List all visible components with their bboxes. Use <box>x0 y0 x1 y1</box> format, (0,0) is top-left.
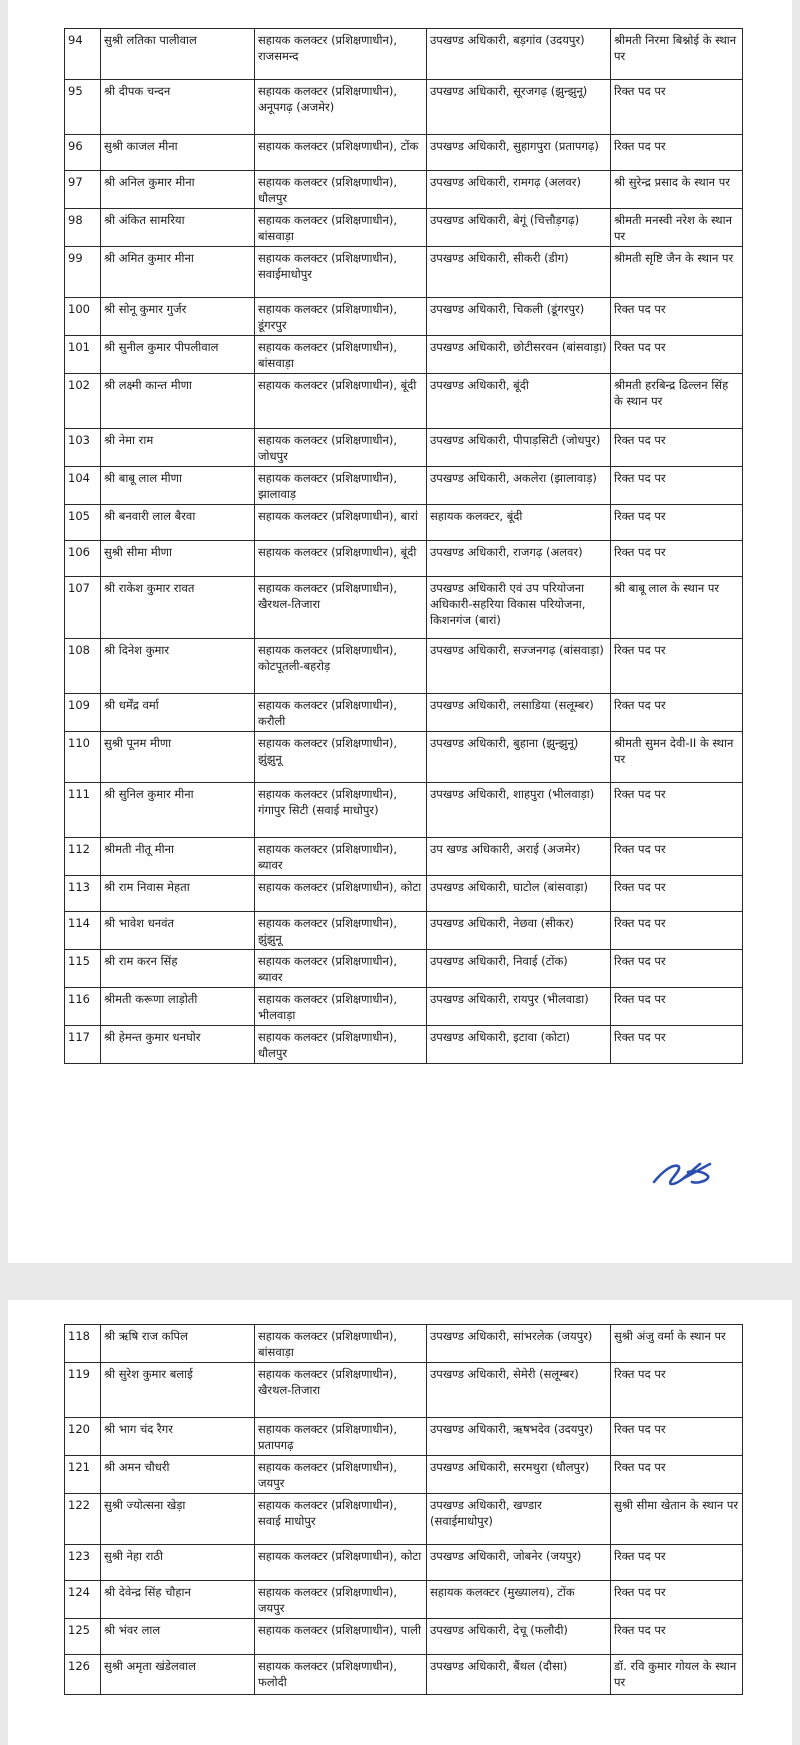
current-posting-cell: सहायक कलक्टर (प्रशिक्षणाधीन), ब्यावर <box>255 950 427 988</box>
officer-name-cell: श्री राम करन सिंह <box>101 950 255 988</box>
serial-number-cell: 107 <box>65 577 101 639</box>
serial-number-cell: 105 <box>65 505 101 541</box>
remark-cell: रिक्त पद पर <box>611 912 743 950</box>
new-posting-cell: उपखण्ड अधिकारी, बैंथल (दौसा) <box>427 1655 611 1695</box>
remark-cell: रिक्त पद पर <box>611 838 743 876</box>
officer-name-cell: श्री बनवारी लाल बैरवा <box>101 505 255 541</box>
officer-name-cell: श्री नेमा राम <box>101 429 255 467</box>
serial-number-cell: 121 <box>65 1456 101 1494</box>
remark-cell: डॉ. रवि कुमार गोयल के स्थान पर <box>611 1655 743 1695</box>
remark-cell: श्रीमती सृष्टि जैन के स्थान पर <box>611 247 743 298</box>
current-posting-cell: सहायक कलक्टर (प्रशिक्षणाधीन), कोटपूतली-बहरोड़ <box>255 639 427 694</box>
table-row <box>65 29 743 80</box>
new-posting-cell: उपखण्ड अधिकारी, घाटोल (बांसवाड़ा) <box>427 876 611 912</box>
officer-name-cell: श्री राम निवास मेहता <box>101 876 255 912</box>
current-posting-cell: सहायक कलक्टर (प्रशिक्षणाधीन), झालावाड़ <box>255 467 427 505</box>
new-posting-cell: उपखण्ड अधिकारी, बूंदी <box>427 374 611 429</box>
serial-number-cell: 103 <box>65 429 101 467</box>
officer-name-cell: सुश्री काजल मीना <box>101 135 255 171</box>
officer-name-cell: श्री दिनेश कुमार <box>101 639 255 694</box>
remark-cell: श्रीमती मनस्वी नरेश के स्थान पर <box>611 209 743 247</box>
new-posting-cell: उपखण्ड अधिकारी, लसाडिया (सलूम्बर) <box>427 694 611 732</box>
table-row <box>65 135 743 171</box>
serial-number-cell: 113 <box>65 876 101 912</box>
new-posting-cell: उप खण्ड अधिकारी, अराई (अजमेर) <box>427 838 611 876</box>
officer-name-cell: श्री बाबू लाल मीणा <box>101 467 255 505</box>
remark-cell: रिक्त पद पर <box>611 783 743 838</box>
officer-name-cell: सुश्री ज्योत्सना खेड़ा <box>101 1494 255 1545</box>
table-row <box>65 171 743 209</box>
table-row <box>65 1581 743 1619</box>
table-row <box>65 247 743 298</box>
serial-number-cell: 123 <box>65 1545 101 1581</box>
table-row <box>65 505 743 541</box>
table-row <box>65 374 743 429</box>
serial-number-cell: 109 <box>65 694 101 732</box>
serial-number-cell: 97 <box>65 171 101 209</box>
officer-name-cell: श्री भावेश धनवंत <box>101 912 255 950</box>
remark-cell: रिक्त पद पर <box>611 541 743 577</box>
remark-cell: रिक्त पद पर <box>611 467 743 505</box>
current-posting-cell: सहायक कलक्टर (प्रशिक्षणाधीन), पाली <box>255 1619 427 1655</box>
new-posting-cell: उपखण्ड अधिकारी, बड़गांव (उदयपुर) <box>427 29 611 80</box>
current-posting-cell: सहायक कलक्टर (प्रशिक्षणाधीन), डूंगरपुर <box>255 298 427 336</box>
remark-cell: रिक्त पद पर <box>611 1456 743 1494</box>
serial-number-cell: 114 <box>65 912 101 950</box>
remark-cell: रिक्त पद पर <box>611 639 743 694</box>
table-row <box>65 1325 743 1363</box>
new-posting-cell: उपखण्ड अधिकारी, सांभरलेक (जयपुर) <box>427 1325 611 1363</box>
remark-cell: श्रीमती सुमन देवी-II के स्थान पर <box>611 732 743 783</box>
current-posting-cell: सहायक कलक्टर (प्रशिक्षणाधीन), बांसवाड़ा <box>255 209 427 247</box>
serial-number-cell: 124 <box>65 1581 101 1619</box>
serial-number-cell: 99 <box>65 247 101 298</box>
current-posting-cell: सहायक कलक्टर (प्रशिक्षणाधीन), बांसवाड़ा <box>255 336 427 374</box>
new-posting-cell: उपखण्ड अधिकारी, निवाई (टोंक) <box>427 950 611 988</box>
new-posting-cell: उपखण्ड अधिकारी, बेगूं (चित्तौड़गढ़) <box>427 209 611 247</box>
current-posting-cell: सहायक कलक्टर (प्रशिक्षणाधीन), झुंझुनू <box>255 912 427 950</box>
current-posting-cell: सहायक कलक्टर (प्रशिक्षणाधीन), ब्यावर <box>255 838 427 876</box>
table-row <box>65 209 743 247</box>
current-posting-cell: सहायक कलक्टर (प्रशिक्षणाधीन), बूंदी <box>255 541 427 577</box>
new-posting-cell: उपखण्ड अधिकारी, सेमेरी (सलूम्बर) <box>427 1363 611 1418</box>
table-row <box>65 783 743 838</box>
current-posting-cell: सहायक कलक्टर (प्रशिक्षणाधीन), फलोदी <box>255 1655 427 1695</box>
table-row <box>65 639 743 694</box>
transfer-table-page-2 <box>64 1324 743 1695</box>
new-posting-cell: उपखण्ड अधिकारी, पीपाड़सिटी (जोधपुर) <box>427 429 611 467</box>
table-row <box>65 1026 743 1064</box>
current-posting-cell: सहायक कलक्टर (प्रशिक्षणाधीन), भीलवाड़ा <box>255 988 427 1026</box>
remark-cell: सुश्री अंजु वर्मा के स्थान पर <box>611 1325 743 1363</box>
current-posting-cell: सहायक कलक्टर (प्रशिक्षणाधीन), झुंझुनू <box>255 732 427 783</box>
remark-cell: रिक्त पद पर <box>611 876 743 912</box>
current-posting-cell: सहायक कलक्टर (प्रशिक्षणाधीन), सवाई माधोपुर <box>255 1494 427 1545</box>
officer-name-cell: श्री सुनिल कुमार मीना <box>101 783 255 838</box>
table-row <box>65 732 743 783</box>
remark-cell: रिक्त पद पर <box>611 1619 743 1655</box>
serial-number-cell: 122 <box>65 1494 101 1545</box>
new-posting-cell: उपखण्ड अधिकारी, शाहपुरा (भीलवाड़ा) <box>427 783 611 838</box>
officer-name-cell: श्री अनिल कुमार मीना <box>101 171 255 209</box>
table-row <box>65 694 743 732</box>
current-posting-cell: सहायक कलक्टर (प्रशिक्षणाधीन), बूंदी <box>255 374 427 429</box>
new-posting-cell: उपखण्ड अधिकारी, ऋषभदेव (उदयपुर) <box>427 1418 611 1456</box>
table-row <box>65 1655 743 1695</box>
officer-name-cell: श्री धर्मेंद्र वर्मा <box>101 694 255 732</box>
remark-cell: रिक्त पद पर <box>611 950 743 988</box>
new-posting-cell: उपखण्ड अधिकारी, सीकरी (डीग) <box>427 247 611 298</box>
new-posting-cell: उपखण्ड अधिकारी, रायपुर (भीलवाडा) <box>427 988 611 1026</box>
officer-name-cell: श्री ऋषि राज कपिल <box>101 1325 255 1363</box>
table-row <box>65 541 743 577</box>
officer-name-cell: श्री अंकित सामरिया <box>101 209 255 247</box>
new-posting-cell: उपखण्ड अधिकारी, जोबनेर (जयपुर) <box>427 1545 611 1581</box>
remark-cell: रिक्त पद पर <box>611 1545 743 1581</box>
remark-cell: रिक्त पद पर <box>611 1581 743 1619</box>
serial-number-cell: 119 <box>65 1363 101 1418</box>
serial-number-cell: 115 <box>65 950 101 988</box>
serial-number-cell: 118 <box>65 1325 101 1363</box>
current-posting-cell: सहायक कलक्टर (प्रशिक्षणाधीन), धौलपुर <box>255 171 427 209</box>
serial-number-cell: 102 <box>65 374 101 429</box>
table-row <box>65 912 743 950</box>
serial-number-cell: 100 <box>65 298 101 336</box>
remark-cell: श्री सुरेन्द्र प्रसाद के स्थान पर <box>611 171 743 209</box>
new-posting-cell: उपखण्ड अधिकारी, इटावा (कोटा) <box>427 1026 611 1064</box>
remark-cell: श्रीमती हरबिन्द्र ढिल्लन सिंह के स्थान पर <box>611 374 743 429</box>
new-posting-cell: उपखण्ड अधिकारी, सज्जनगढ़ (बांसवाड़ा) <box>427 639 611 694</box>
remark-cell: रिक्त पद पर <box>611 1418 743 1456</box>
current-posting-cell: सहायक कलक्टर (प्रशिक्षणाधीन), कोटा <box>255 876 427 912</box>
current-posting-cell: सहायक कलक्टर (प्रशिक्षणाधीन), जोधपुर <box>255 429 427 467</box>
remark-cell: रिक्त पद पर <box>611 429 743 467</box>
table-row <box>65 1619 743 1655</box>
new-posting-cell: उपखण्ड अधिकारी, छोटीसरवन (बांसवाड़ा) <box>427 336 611 374</box>
new-posting-cell: उपखण्ड अधिकारी, सूरजगढ़ (झुन्झुनू) <box>427 80 611 135</box>
serial-number-cell: 116 <box>65 988 101 1026</box>
remark-cell: रिक्त पद पर <box>611 1363 743 1418</box>
remark-cell: रिक्त पद पर <box>611 505 743 541</box>
officer-name-cell: सुश्री सीमा मीणा <box>101 541 255 577</box>
new-posting-cell: उपखण्ड अधिकारी, अकलेरा (झालावाड़) <box>427 467 611 505</box>
new-posting-cell: उपखण्ड अधिकारी, चिकली (डूंगरपुर) <box>427 298 611 336</box>
current-posting-cell: सहायक कलक्टर (प्रशिक्षणाधीन), टोंक <box>255 135 427 171</box>
serial-number-cell: 108 <box>65 639 101 694</box>
serial-number-cell: 98 <box>65 209 101 247</box>
table-row <box>65 1363 743 1418</box>
serial-number-cell: 101 <box>65 336 101 374</box>
current-posting-cell: सहायक कलक्टर (प्रशिक्षणाधीन), अनूपगढ़ (अजमेर) <box>255 80 427 135</box>
officer-name-cell: श्रीमती करूणा लाड़ोती <box>101 988 255 1026</box>
remark-cell: सुश्री सीमा खेतान के स्थान पर <box>611 1494 743 1545</box>
current-posting-cell: सहायक कलक्टर (प्रशिक्षणाधीन), सवाईमाधोपुर <box>255 247 427 298</box>
remark-cell: रिक्त पद पर <box>611 80 743 135</box>
table-row <box>65 577 743 639</box>
table-row <box>65 80 743 135</box>
table-row <box>65 950 743 988</box>
officer-name-cell: श्री अमित कुमार मीना <box>101 247 255 298</box>
current-posting-cell: सहायक कलक्टर (प्रशिक्षणाधीन), गंगापुर सिटी (सवाई माधोपुर) <box>255 783 427 838</box>
remark-cell: रिक्त पद पर <box>611 1026 743 1064</box>
serial-number-cell: 125 <box>65 1619 101 1655</box>
serial-number-cell: 120 <box>65 1418 101 1456</box>
table-row <box>65 467 743 505</box>
new-posting-cell: सहायक कलक्टर, बूंदी <box>427 505 611 541</box>
signature-mark <box>648 1142 718 1192</box>
table-row <box>65 429 743 467</box>
remark-cell: श्रीमती निरमा बिश्नोई के स्थान पर <box>611 29 743 80</box>
remark-cell: रिक्त पद पर <box>611 298 743 336</box>
remark-cell: रिक्त पद पर <box>611 988 743 1026</box>
serial-number-cell: 104 <box>65 467 101 505</box>
document-page-2 <box>8 1300 792 1745</box>
current-posting-cell: सहायक कलक्टर (प्रशिक्षणाधीन), बांसवाड़ा <box>255 1325 427 1363</box>
table-body-page-1 <box>65 29 743 1064</box>
current-posting-cell: सहायक कलक्टर (प्रशिक्षणाधीन), कोटा <box>255 1545 427 1581</box>
serial-number-cell: 111 <box>65 783 101 838</box>
table-row <box>65 336 743 374</box>
officer-name-cell: सुश्री अमृता खंडेलवाल <box>101 1655 255 1695</box>
officer-name-cell: श्री राकेश कुमार रावत <box>101 577 255 639</box>
table-body-page-2 <box>65 1325 743 1695</box>
serial-number-cell: 126 <box>65 1655 101 1695</box>
serial-number-cell: 95 <box>65 80 101 135</box>
officer-name-cell: श्री अमन चौधरी <box>101 1456 255 1494</box>
table-row <box>65 1494 743 1545</box>
officer-name-cell: श्री भंवर लाल <box>101 1619 255 1655</box>
serial-number-cell: 106 <box>65 541 101 577</box>
new-posting-cell: सहायक कलक्टर (मुख्यालय), टोंक <box>427 1581 611 1619</box>
current-posting-cell: सहायक कलक्टर (प्रशिक्षणाधीन), प्रतापगढ़ <box>255 1418 427 1456</box>
officer-name-cell: श्री सुरेश कुमार बलाई <box>101 1363 255 1418</box>
new-posting-cell: उपखण्ड अधिकारी, खण्डार (सवाईमाधोपुर) <box>427 1494 611 1545</box>
officer-name-cell: सुश्री लतिका पालीवाल <box>101 29 255 80</box>
current-posting-cell: सहायक कलक्टर (प्रशिक्षणाधीन), करौली <box>255 694 427 732</box>
table-row <box>65 1545 743 1581</box>
current-posting-cell: सहायक कलक्टर (प्रशिक्षणाधीन), जयपुर <box>255 1581 427 1619</box>
new-posting-cell: उपखण्ड अधिकारी, सरमथुरा (धौलपुर) <box>427 1456 611 1494</box>
remark-cell: श्री बाबू लाल के स्थान पर <box>611 577 743 639</box>
current-posting-cell: सहायक कलक्टर (प्रशिक्षणाधीन), जयपुर <box>255 1456 427 1494</box>
serial-number-cell: 94 <box>65 29 101 80</box>
current-posting-cell: सहायक कलक्टर (प्रशिक्षणाधीन), राजसमन्द <box>255 29 427 80</box>
officer-name-cell: श्रीमती नीतू मीना <box>101 838 255 876</box>
new-posting-cell: उपखण्ड अधिकारी एवं उप परियोजना अधिकारी-सहरिया विकास परियोजना, किशनगंज (बारां) <box>427 577 611 639</box>
serial-number-cell: 96 <box>65 135 101 171</box>
officer-name-cell: सुश्री पूनम मीणा <box>101 732 255 783</box>
officer-name-cell: श्री हेमन्त कुमार धनघोर <box>101 1026 255 1064</box>
officer-name-cell: श्री सोनू कुमार गुर्जर <box>101 298 255 336</box>
remark-cell: रिक्त पद पर <box>611 694 743 732</box>
officer-name-cell: श्री भाग चंद रैगर <box>101 1418 255 1456</box>
current-posting-cell: सहायक कलक्टर (प्रशिक्षणाधीन), धौलपुर <box>255 1026 427 1064</box>
current-posting-cell: सहायक कलक्टर (प्रशिक्षणाधीन), खैरथल-तिजारा <box>255 577 427 639</box>
serial-number-cell: 112 <box>65 838 101 876</box>
new-posting-cell: उपखण्ड अधिकारी, नेछवा (सीकर) <box>427 912 611 950</box>
officer-name-cell: श्री लक्ष्मी कान्त मीणा <box>101 374 255 429</box>
new-posting-cell: उपखण्ड अधिकारी, रामगढ़ (अलवर) <box>427 171 611 209</box>
table-row <box>65 876 743 912</box>
remark-cell: रिक्त पद पर <box>611 135 743 171</box>
new-posting-cell: उपखण्ड अधिकारी, सुहागपुरा (प्रतापगढ़) <box>427 135 611 171</box>
table-row <box>65 1456 743 1494</box>
transfer-table-page-1 <box>64 28 743 1064</box>
serial-number-cell: 110 <box>65 732 101 783</box>
officer-name-cell: श्री देवेन्द्र सिंह चौहान <box>101 1581 255 1619</box>
serial-number-cell: 117 <box>65 1026 101 1064</box>
table-row <box>65 298 743 336</box>
table-row <box>65 1418 743 1456</box>
officer-name-cell: श्री सुनील कुमार पीपलीवाल <box>101 336 255 374</box>
table-row <box>65 988 743 1026</box>
table-row <box>65 838 743 876</box>
document-page-1 <box>8 0 792 1263</box>
new-posting-cell: उपखण्ड अधिकारी, राजगढ़ (अलवर) <box>427 541 611 577</box>
new-posting-cell: उपखण्ड अधिकारी, देचू (फलौदी) <box>427 1619 611 1655</box>
current-posting-cell: सहायक कलक्टर (प्रशिक्षणाधीन), बारां <box>255 505 427 541</box>
remark-cell: रिक्त पद पर <box>611 336 743 374</box>
officer-name-cell: सुश्री नेहा राठी <box>101 1545 255 1581</box>
current-posting-cell: सहायक कलक्टर (प्रशिक्षणाधीन), खैरथल-तिजारा <box>255 1363 427 1418</box>
new-posting-cell: उपखण्ड अधिकारी, बुहाना (झुन्झुनू) <box>427 732 611 783</box>
officer-name-cell: श्री दीपक चन्दन <box>101 80 255 135</box>
